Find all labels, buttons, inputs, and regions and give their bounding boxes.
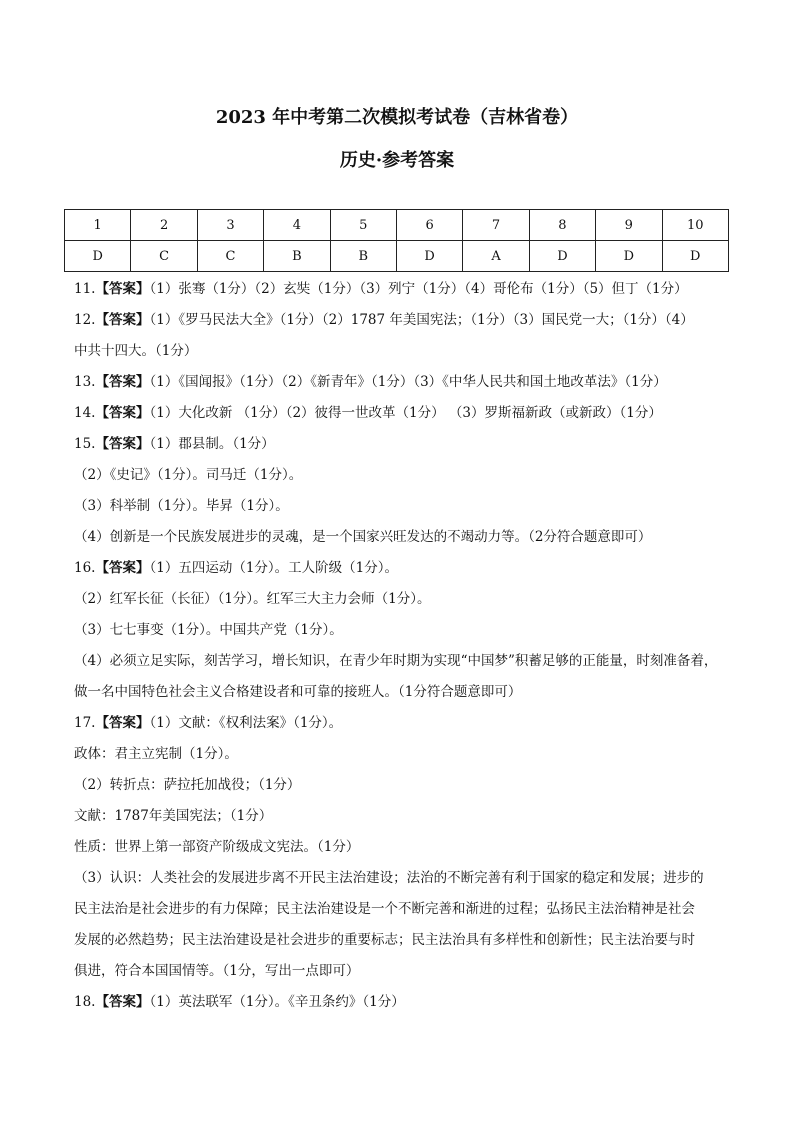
answer-tag: 【答案】	[95, 281, 150, 297]
answer-text: （1）《国闻报》（1分）（2）《新青年》（1分）（3）《中华人民共和国土地改革法》（1分）	[149, 374, 667, 390]
answer-tag: 【答案】	[95, 994, 150, 1010]
answer-line	[74, 433, 734, 464]
answer-line	[74, 619, 734, 650]
question-number-cell: 1	[65, 210, 131, 241]
question-number-cell: 6	[396, 210, 462, 241]
answer-text: （2）《史记》（1分）。司马迁（1分）。	[74, 467, 303, 483]
answer-line	[74, 557, 734, 588]
answer-text: （1）郡县制。（1分）	[149, 436, 275, 452]
question-number-cell: 10	[662, 210, 728, 241]
question-number-cell: 7	[463, 210, 529, 241]
answer-text: 发展的必然趋势；民主法治建设是社会进步的重要标志；民主法治具有多样性和创新性；民主法治要与时	[74, 932, 695, 948]
answer-text: 中共十四大。（1分）	[74, 343, 198, 359]
answer-letter-cell: D	[662, 241, 728, 272]
question-number: 16.	[74, 560, 96, 576]
multiple-choice-answer-table	[64, 209, 729, 272]
answer-letter-cell: B	[264, 241, 330, 272]
answer-letter-cell: C	[197, 241, 263, 272]
answer-line	[74, 898, 734, 929]
answer-line	[74, 495, 734, 526]
page-subtitle: 历史·参考答案	[339, 150, 455, 171]
answer-text: （1）《罗马民法大全》（1分）（2）1787 年美国宪法；（1分）（3）国民党一大；（1分）（4）	[149, 312, 694, 328]
answer-line	[74, 960, 734, 991]
answer-line	[74, 774, 734, 805]
answer-text: （1）张骞（1分）（2）玄奘（1分）（3）列宁（1分）（4）哥伦布（1分）（5）但丁（1分）	[149, 281, 688, 297]
answer-letter-cell: B	[330, 241, 396, 272]
answer-line	[74, 371, 734, 402]
question-number-cell: 3	[197, 210, 263, 241]
question-number-cell: 5	[330, 210, 396, 241]
answer-line	[74, 991, 734, 1022]
answer-text: （3）认识：人类社会的发展进步离不开民主法治建设；法治的不断完善有利于国家的稳定和发展；进步的	[74, 870, 704, 886]
page-title: 2023 年中考第二次模拟考试卷（吉林省卷）	[215, 107, 579, 128]
answer-tag: 【答案】	[95, 405, 150, 421]
answer-text: （1）英法联军（1分）。《辛丑条约》（1分）	[149, 994, 405, 1010]
answer-text: （1）文献：《权利法案》（1分）。	[149, 715, 343, 731]
answer-letter-row	[65, 241, 729, 272]
answer-line	[74, 650, 734, 681]
answer-tag: 【答案】	[95, 560, 150, 576]
answer-line	[74, 278, 734, 309]
answer-line	[74, 929, 734, 960]
answer-text: （3）科举制（1分）。毕昇（1分）。	[74, 498, 289, 514]
answer-line	[74, 526, 734, 557]
question-number: 11.	[74, 281, 96, 297]
answer-text: 文献：1787年美国宪法；（1分）	[74, 808, 273, 824]
question-number: 13.	[74, 374, 96, 390]
answer-tag: 【答案】	[95, 312, 150, 328]
answer-letter-cell: A	[463, 241, 529, 272]
answer-line	[74, 743, 734, 774]
answer-key-body	[74, 278, 734, 1022]
answer-line	[74, 340, 734, 371]
question-number-cell: 9	[596, 210, 662, 241]
question-number: 12.	[74, 312, 96, 328]
answer-text: （3）七七事变（1分）。中国共产党（1分）。	[74, 622, 343, 638]
answer-line	[74, 309, 734, 340]
answer-line	[74, 867, 734, 898]
question-number: 18.	[74, 994, 96, 1010]
answer-line	[74, 464, 734, 495]
answer-text: （4）创新是一个民族发展进步的灵魂，是一个国家兴旺发达的不竭动力等。（2分符合题意即可）	[74, 529, 652, 545]
answer-text: 政体：君主立宪制（1分）。	[74, 746, 238, 762]
question-number-cell: 4	[264, 210, 330, 241]
answer-line	[74, 712, 734, 743]
answer-letter-cell: D	[65, 241, 131, 272]
answer-line	[74, 402, 734, 433]
answer-line	[74, 836, 734, 867]
answer-letter-cell: C	[131, 241, 197, 272]
answer-letter-cell: D	[596, 241, 662, 272]
answer-line	[74, 805, 734, 836]
answer-tag: 【答案】	[95, 715, 150, 731]
answer-line	[74, 681, 734, 712]
answer-letter-cell: D	[529, 241, 595, 272]
answer-text: （1）大化改新 （1分）（2）彼得一世改革（1分） （3）罗斯福新政（或新政）（1分）	[149, 405, 662, 421]
answer-text: （1）五四运动（1分）。工人阶级（1分）。	[149, 560, 399, 576]
question-number: 17.	[74, 715, 96, 731]
question-number-row	[65, 210, 729, 241]
question-number-cell: 8	[529, 210, 595, 241]
answer-tag: 【答案】	[95, 374, 150, 390]
answer-tag: 【答案】	[95, 436, 150, 452]
answer-text: 民主法治是社会进步的有力保障；民主法治建设是一个不断完善和渐进的过程；弘扬民主法治精神是社会	[74, 901, 695, 917]
answer-letter-cell: D	[396, 241, 462, 272]
answer-line	[74, 588, 734, 619]
answer-text: （2）红军长征（长征）（1分）。红军三大主力会师（1分）。	[74, 591, 431, 607]
answer-text: （2）转折点：萨拉托加战役；（1分）	[74, 777, 301, 793]
answer-text: 做一名中国特色社会主义合格建设者和可靠的接班人。（1分符合题意即可）	[74, 684, 522, 700]
question-number: 15.	[74, 436, 96, 452]
answer-text: 性质：世界上第一部资产阶级成文宪法。（1分）	[74, 839, 360, 855]
answer-text: （4）必须立足实际，刻苦学习，增长知识，在青少年时期为实现“中国梦”积蓄足够的正能量，时刻准备着，	[74, 653, 718, 669]
question-number: 14.	[74, 405, 96, 421]
answer-text: 俱进，符合本国国情等。（1分，写出一点即可）	[74, 963, 360, 979]
question-number-cell: 2	[131, 210, 197, 241]
